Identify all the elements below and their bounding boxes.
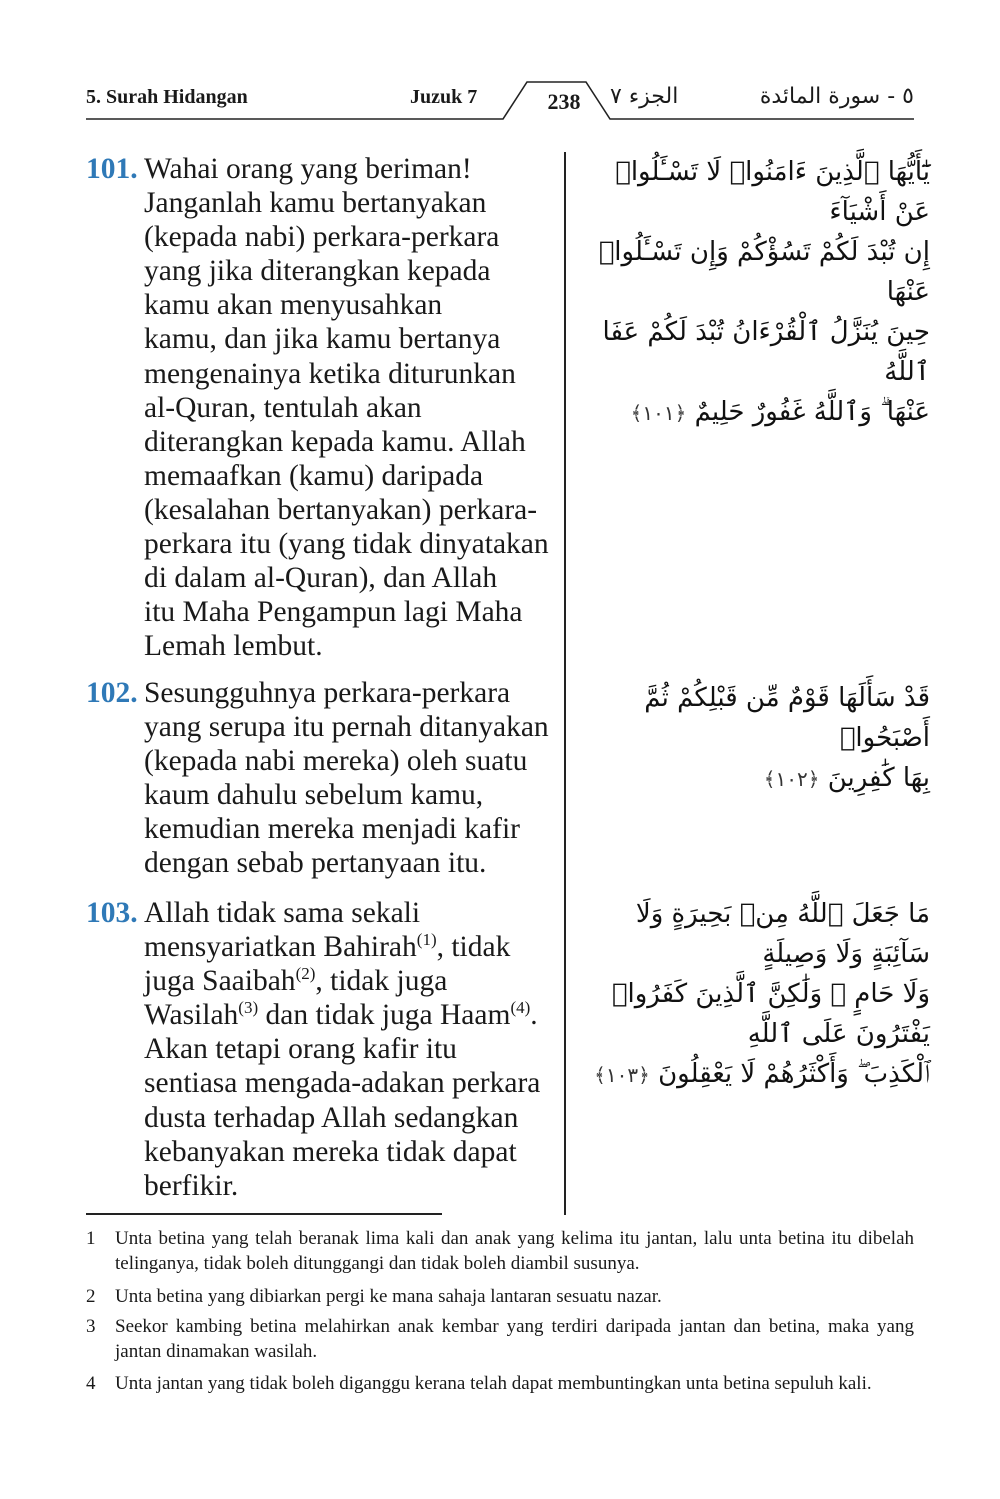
arabic-line: مَا جَعَلَ ٱللَّهُ مِنۢ بَحِيرَةٍ وَلَا سَآئِبَةٍ وَلَا وَصِيلَةٍ <box>635 899 930 969</box>
surah-arabic: ٥ - سورة المائدة <box>759 84 914 109</box>
verse-line: yang serupa itu pernah ditanyakan <box>144 711 549 744</box>
footnote-number: 4 <box>86 1373 96 1394</box>
verse-line: mengenainya ketika diturunkan <box>144 357 516 390</box>
verse-line: kaum dahulu sebelum kamu, <box>144 779 484 812</box>
footnote-ref: (4) <box>510 998 531 1018</box>
verse-line: memaafkan (kamu) daripada <box>144 459 484 492</box>
verse-line: al-Quran, tentulah akan <box>144 391 422 424</box>
verse-line: Allah tidak sama sekali <box>144 897 421 929</box>
verse-line: perkara itu (yang tidak dinyatakan <box>144 528 549 561</box>
verse-line: sentiasa mengada-adakan perkara <box>144 1067 541 1100</box>
footnote-ref: (2) <box>295 964 316 984</box>
juz-arabic: الجزء ٧ <box>610 84 679 109</box>
verse-103-translation <box>86 896 564 1203</box>
verse-line: dusta terhadap Allah sedangkan <box>144 1101 519 1134</box>
verse-line: dengan sebab pertanyaan itu. <box>144 847 487 880</box>
footnote-text: Seekor kambing betina melahirkan anak kembar yang terdiri daripada jantan dan betina, maka yang jantan dinamakan wasilah. <box>115 1316 914 1362</box>
footnote-number: 3 <box>86 1316 96 1337</box>
verse-103-arabic <box>590 894 930 1095</box>
verse-line: Lemah lembut. <box>144 630 323 663</box>
verse-line: berfikir. <box>144 1169 239 1202</box>
ayah-end-marker: ﴿١٠٢﴾ <box>763 767 820 791</box>
page-number: 238 <box>547 89 581 114</box>
verse-line: diterangkan kepada kamu. Allah <box>144 425 526 458</box>
verse-line: di dalam al-Quran), dan Allah <box>144 562 498 595</box>
verse-102-translation <box>86 676 564 881</box>
verse-line: juga Saaibah$^{(2)}$, tidak juga <box>144 964 448 998</box>
verse-line: kamu akan menyusahkan <box>144 289 443 322</box>
verse-101-arabic <box>590 152 930 433</box>
footnote-1 <box>86 1226 914 1276</box>
verse-line: Wahai orang yang beriman! <box>144 153 472 185</box>
footnote-ref: (3) <box>238 998 259 1018</box>
verse-line: kebanyakan mereka tidak dapat <box>144 1135 517 1168</box>
verse-line: kamu, dan jika kamu bertanya <box>144 323 501 356</box>
arabic-line: عَنْهَا ۗ وَٱللَّهُ غَفُورٌ حَلِيمٌ <box>694 397 930 427</box>
surah-title: 5. Surah Hidangan <box>86 86 248 108</box>
arabic-line: حِينَ يُنَزَّلُ ٱلْقُرْءَانُ تُبْدَ لَكُمْ عَفَا ٱللَّهُ <box>602 317 930 387</box>
footnote-ref: (1) <box>416 930 437 950</box>
verse-number: 103. <box>86 897 138 929</box>
verse-line: Janganlah kamu bertanyakan <box>144 187 487 220</box>
footnote-2 <box>86 1284 914 1309</box>
verse-line: itu Maha Pengampun lagi Maha <box>144 596 523 629</box>
verse-102-arabic <box>590 678 930 799</box>
verse-line: (kepada nabi mereka) oleh suatu <box>144 745 528 778</box>
footnote-rule <box>86 1213 442 1215</box>
juzuk-label: Juzuk 7 <box>410 86 478 108</box>
page-number-tab <box>0 0 1000 130</box>
column-divider <box>564 152 566 1215</box>
arabic-line: وَلَا حَامٍ ۙ وَلَٰكِنَّ ٱلَّذِينَ كَفَرُوا۟ يَفْتَرُونَ عَلَى ٱللَّهِ <box>611 979 930 1049</box>
arabic-line: ٱلْكَذِبَ ۖ وَأَكْثَرُهُمْ لَا يَعْقِلُونَ <box>658 1059 930 1089</box>
footnote-number: 2 <box>86 1286 96 1307</box>
arabic-line: يَٰٓأَيُّهَا ٱلَّذِينَ ءَامَنُوا۟ لَا تَسْـَٔلُوا۟ عَنْ أَشْيَآءَ <box>615 157 930 227</box>
verse-line: mensyariatkan Bahirah$^{(1)}$, tidak <box>144 930 511 964</box>
footnote-text: Unta jantan yang tidak boleh diganggu kerana telah dapat membuntingkan unta betina sepuluh kali. <box>115 1373 872 1394</box>
verse-line: (kesalahan bertanyakan) perkara- <box>144 493 538 526</box>
ayah-end-marker: ﴿١٠٣﴾ <box>594 1063 650 1087</box>
arabic-line: قَدْ سَأَلَهَا قَوْمٌ مِّن قَبْلِكُمْ ثُمَّ أَصْبَحُوا۟ <box>644 683 930 753</box>
footnote-3 <box>86 1314 914 1364</box>
footnote-number: 1 <box>86 1228 96 1249</box>
verse-number: 101. <box>86 153 138 185</box>
footnote-4 <box>86 1371 914 1396</box>
footnote-text: Unta betina yang telah beranak lima kali dan anak yang kelima itu jantan, lalu unta betina itu dibelah telinganya, tidak boleh ditunggangi dan tidak boleh diambil susunya. <box>115 1228 914 1274</box>
verse-line: Sesungguhnya perkara-perkara <box>144 677 511 709</box>
verse-line: (kepada nabi) perkara-perkara <box>144 221 500 254</box>
verse-line: Wasilah$^{(3)}$ dan tidak juga Haam$^{(4)}$. <box>144 998 538 1032</box>
verse-line: kemudian mereka menjadi kafir <box>144 813 520 846</box>
footnote-text: Unta betina yang dibiarkan pergi ke mana sahaja lantaran sesuatu nazar. <box>115 1286 662 1307</box>
arabic-line: بِهَا كَٰفِرِينَ <box>827 763 930 793</box>
verse-line: yang jika diterangkan kepada <box>144 255 491 288</box>
verse-number: 102. <box>86 677 138 709</box>
verse-101-translation <box>86 152 564 663</box>
arabic-line: إِن تُبْدَ لَكُمْ تَسُؤْكُمْ وَإِن تَسْـَٔلُوا۟ عَنْهَا <box>598 237 930 307</box>
ayah-end-marker: ﴿١٠١﴾ <box>630 401 687 425</box>
verse-line: Akan tetapi orang kafir itu <box>144 1033 457 1066</box>
